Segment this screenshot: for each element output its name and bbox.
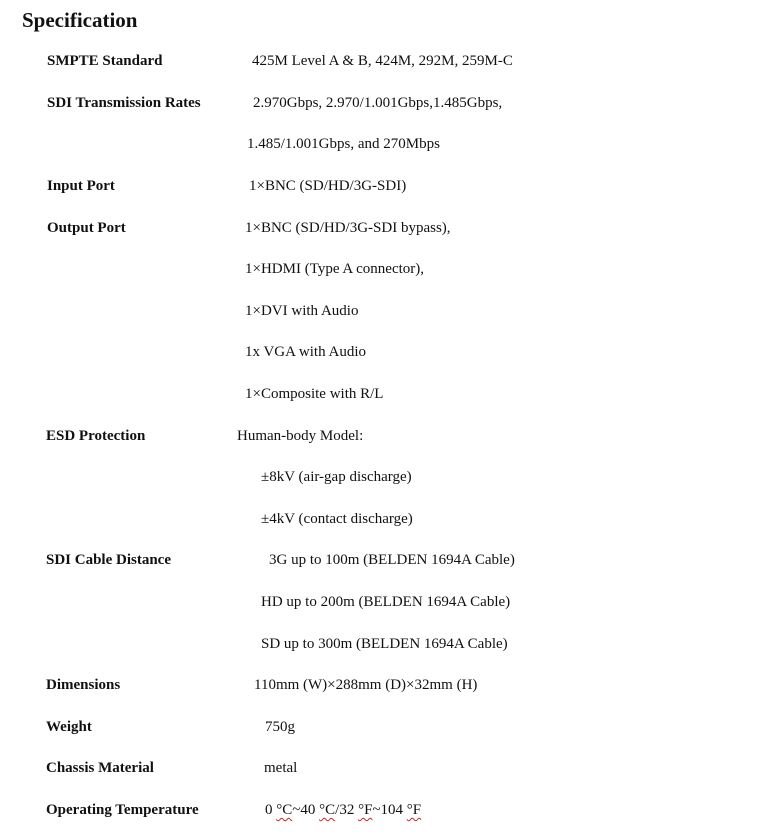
- spec-label-sdi-transmission-rates: SDI Transmission Rates: [47, 95, 201, 111]
- temp-unit-fahrenheit: °F: [358, 802, 373, 818]
- spec-value-output-port-dvi: 1×DVI with Audio: [245, 303, 359, 319]
- spec-value-output-port-vga: 1x VGA with Audio: [245, 344, 366, 360]
- spec-value-esd-model: Human-body Model:: [237, 428, 364, 444]
- spec-label-output-port: Output Port: [47, 220, 126, 236]
- temp-unit-celsius: °C: [319, 802, 336, 818]
- spec-label-esd-protection: ESD Protection: [46, 428, 146, 444]
- page-title: Specification: [22, 8, 138, 32]
- spec-value-dimensions: 110mm (W)×288mm (D)×32mm (H): [254, 677, 478, 693]
- spec-value-output-port-bnc: 1×BNC (SD/HD/3G-SDI bypass),: [245, 220, 451, 236]
- temp-unit-celsius: °C: [276, 802, 293, 818]
- spec-value-cable-sd: SD up to 300m (BELDEN 1694A Cable): [261, 636, 508, 652]
- spec-value-smpte-standard: 425M Level A & B, 424M, 292M, 259M-C: [252, 53, 513, 69]
- spec-value-output-port-hdmi: 1×HDMI (Type A connector),: [245, 261, 425, 277]
- spec-label-dimensions: Dimensions: [46, 677, 121, 693]
- temp-unit-fahrenheit: °F: [406, 802, 422, 818]
- spec-label-operating-temperature: Operating Temperature: [46, 802, 199, 818]
- spec-value-weight: 750g: [265, 719, 295, 735]
- spec-label-weight: Weight: [46, 719, 92, 735]
- spec-value-operating-temperature: [265, 800, 421, 820]
- temp-part: ~104: [372, 802, 407, 818]
- spec-label-smpte-standard: SMPTE Standard: [47, 53, 163, 69]
- temp-part: /32: [335, 802, 359, 818]
- spec-value-input-port: 1×BNC (SD/HD/3G-SDI): [249, 178, 407, 194]
- spec-value-chassis-material: metal: [264, 760, 298, 776]
- spec-label-chassis-material: Chassis Material: [46, 760, 154, 776]
- spec-value-esd-air-gap: ±8kV (air-gap discharge): [261, 469, 412, 485]
- spec-value-cable-3g: 3G up to 100m (BELDEN 1694A Cable): [269, 552, 515, 568]
- temp-part: ~40: [292, 802, 320, 818]
- spec-value-sdi-rates-line-1: 2.970Gbps, 2.970/1.001Gbps,1.485Gbps,: [253, 95, 503, 111]
- spec-label-input-port: Input Port: [47, 178, 115, 194]
- spec-value-sdi-rates-line-2: 1.485/1.001Gbps, and 270Mbps: [247, 136, 440, 152]
- spec-label-sdi-cable-distance: SDI Cable Distance: [46, 552, 172, 568]
- spec-value-esd-contact: ±4kV (contact discharge): [261, 511, 413, 527]
- spec-value-output-port-composite: 1×Composite with R/L: [245, 386, 384, 402]
- spec-value-cable-hd: HD up to 200m (BELDEN 1694A Cable): [261, 594, 511, 610]
- temp-part: 0: [265, 802, 277, 818]
